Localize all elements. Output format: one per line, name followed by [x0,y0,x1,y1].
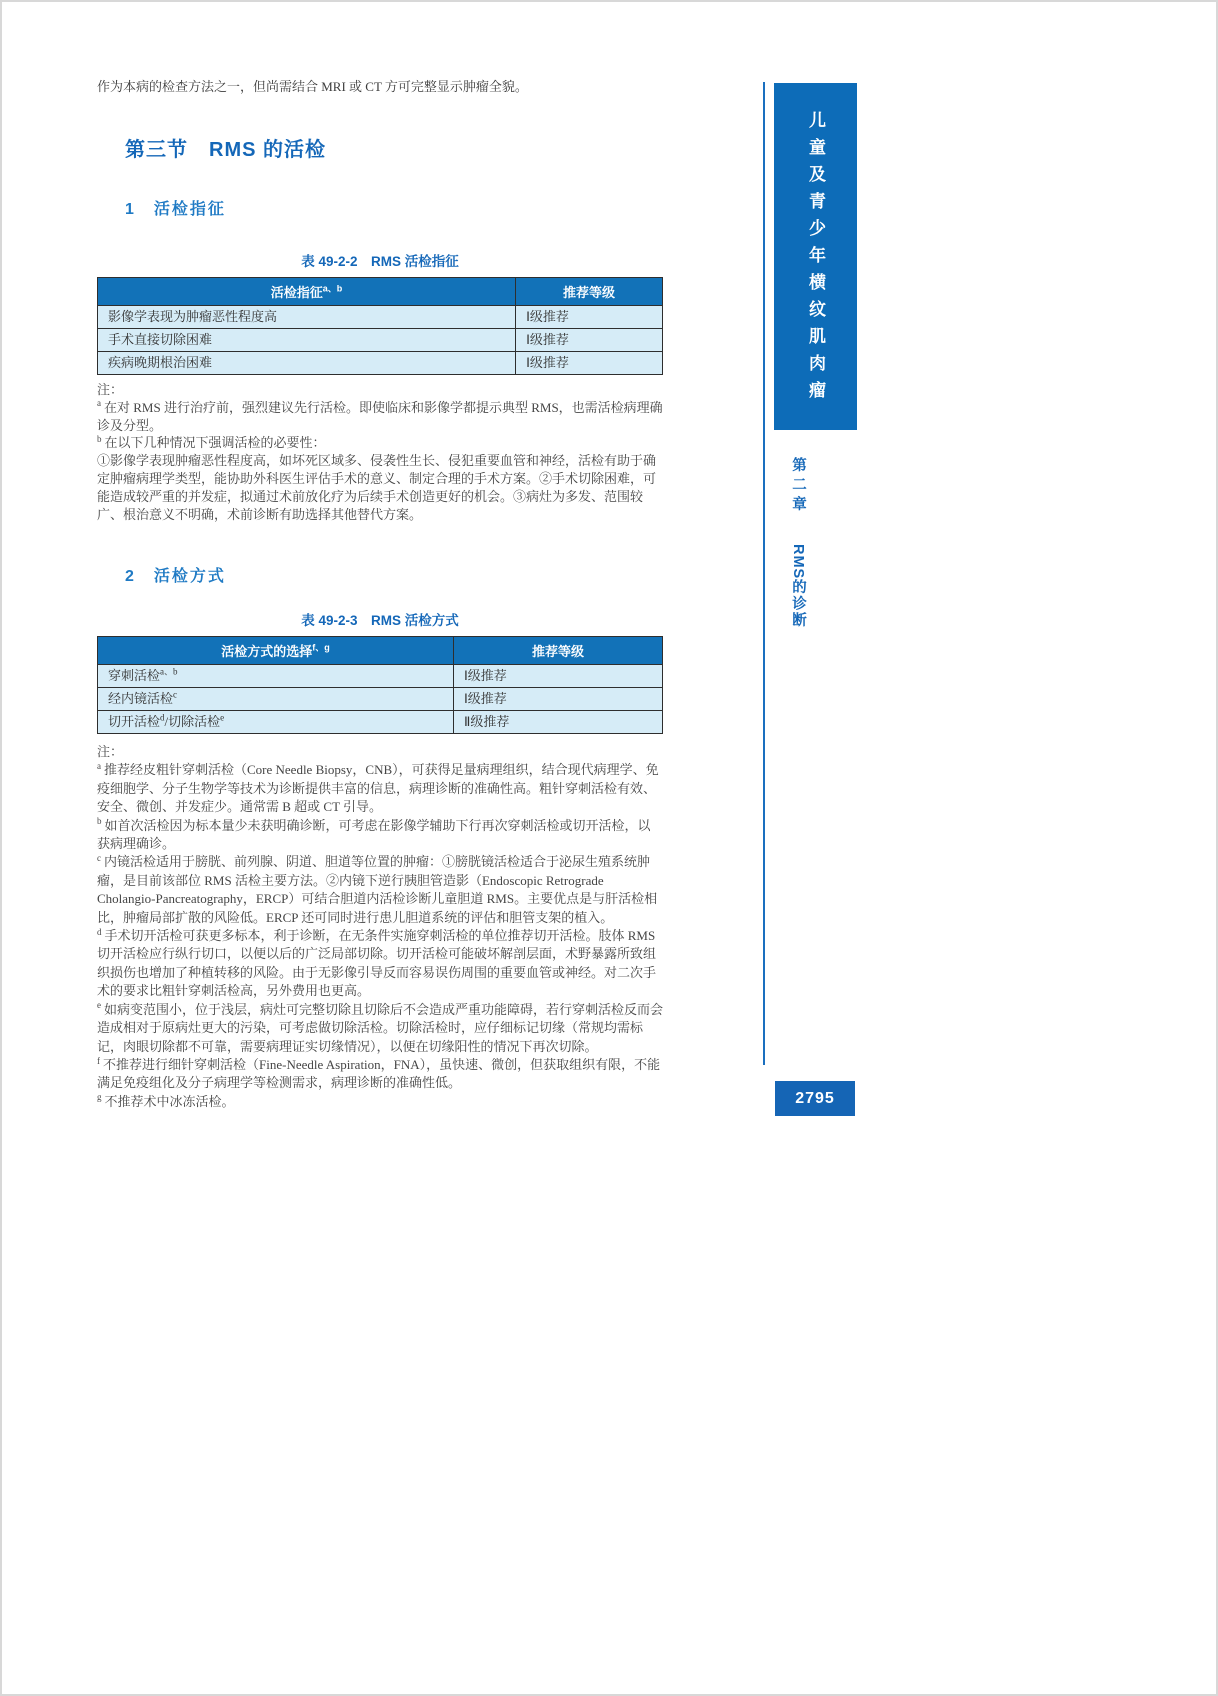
note-marker: g [97,1092,102,1103]
biopsy-indication-table [97,277,663,375]
chapter-label [788,457,809,787]
header-cell-recommendation: 推荐等级 [516,278,663,306]
notes-label: 注： [97,744,124,759]
table-1-notes [97,381,663,523]
cell-indication: 疾病晚期根治困难 [98,352,516,375]
cell-method: 经内镜活检$^c$ [98,688,454,711]
note-text: 手术切开活检可获更多标本，利于诊断，在无条件实施穿刺活检的单位推荐切开活检。肢体 RMS 切开活检应行纵行切口，以便以后的广泛局部切除。切开活检可能破坏解剖层面，术野暴露所致组织损伤也增加了种植转移的风险。由于无影像引导反而容易误伤周围的重要血管或神经。对二次手术的要求比粗针穿刺活检高，另外费用也更高。 [97,928,657,999]
note-marker: d [97,926,102,937]
note-marker: e [97,1000,101,1011]
table-row [98,688,663,711]
table-body [98,306,663,375]
note-text: 不推荐进行细针穿刺活检（Fine-Needle Aspiration，FNA），虽快速、微创，但获取组织有限，不能满足免疫组化及分子病理学等检测需求，病理诊断的准确性低。 [97,1056,661,1091]
note-marker: b [97,816,102,827]
page-number-badge: 2795 [775,1081,855,1116]
cell-method: 切开活检$^d$/切除活检$^e$ [98,711,454,734]
header-cell-method: 活检方式的选择$^{f、g}$ [98,637,454,665]
note-item [97,434,663,452]
cell-recommendation: Ⅰ级推荐 [453,688,662,711]
chapter-title-code: RMS [790,543,806,579]
section-title: 第三节 RMS 的活检 [125,139,326,161]
cell-indication: 手术直接切除困难 [98,329,516,352]
note-text: 推荐经皮粗针穿刺活检（Core Needle Biopsy，CNB），可获得足量病理组织，结合现代病理学、免疫细胞学、分子生物学等技术为诊断提供丰富的信息，病理诊断的准确性高。粗针穿刺活检有效、安全、微创、并发症少。通常需 B 超或 CT 引导。 [97,762,659,815]
note-text: 如首次活检因为标本量少未获明确诊断，可考虑在影像学辅助下行再次穿刺活检或切开活检，以获病理确诊。 [97,817,651,852]
note-text: ①影像学表现肿瘤恶性程度高，如坏死区域多、侵袭性生长、侵犯重要血管和神经，活检有助于确定肿瘤病理学类型，能协助外科医生评估手术的意义、制定合理的手术方案。②手术切除困难，可能造成较严重的并发症，拟通过术前放化疗为后续手术创造更好的机会。③病灶为多发、范围较广、根治意义不明确，术前诊断有助选择其他替代方案。 [97,453,657,522]
table-2-caption: 表 49-2-3 RMS 活检方式 [301,613,459,628]
chapter-title [790,544,806,629]
note-marker: b [97,434,102,445]
margin-divider-line [763,82,765,1065]
note-marker: a [97,398,101,409]
table-1-caption: 表 49-2-2 RMS 活检指征 [301,254,459,269]
note-item [97,927,663,1001]
table-row [98,352,663,375]
note-text: 在以下几种情况下强调活检的必要性： [104,435,326,451]
table-2-notes [97,743,663,1111]
note-text: 在对 RMS 进行治疗前，强烈建议先行活检。即使临床和影像学都提示典型 RMS，也需活检病理确诊及分型。 [97,399,663,433]
cell-recommendation: Ⅰ级推荐 [453,665,662,688]
table-head [98,278,663,306]
table-header-row [98,637,663,665]
chapter-title-suffix: 的诊断 [790,578,806,629]
book-title-tab [774,83,857,430]
note-marker: c [97,853,101,864]
cell-indication: 影像学表现为肿瘤恶性程度高 [98,306,516,329]
note-item [97,761,663,816]
cell-recommendation: Ⅰ级推荐 [516,352,663,375]
note-item [97,853,663,927]
subsection-2-heading: 2 活检方式 [125,568,226,585]
table-head [98,637,663,665]
note-item [97,399,663,435]
note-item [97,817,663,854]
cell-recommendation: Ⅰ级推荐 [516,329,663,352]
cell-recommendation: Ⅰ级推荐 [516,306,663,329]
note-item [97,1001,663,1056]
note-text: 不推荐术中冰冻活检。 [104,1093,235,1109]
note-text: 如病变范围小，位于浅层，病灶可完整切除且切除后不会造成严重功能障碍，若行穿刺活检反而会造成相对于原病灶更大的污染，可考虑做切除活检。切除活检时，应仔细标记切缘（常规均需标记，肉眼切除都不可靠，需要病理证实切缘情况），以便在切缘阳性的情况下再次切除。 [97,1001,664,1054]
header-cell-indication: 活检指征$^{a、b}$ [98,278,516,306]
note-item [97,452,663,523]
note-text: 内镜活检适用于膀胱、前列腺、阴道、胆道等位置的肿瘤：①膀胱镜活检适合于泌尿生殖系统肿瘤，是目前该部位 RMS 活检主要方法。②内镜下逆行胰胆管造影（Endoscopic Retrograde Cholangio-Pancreatography，ERCP）可结合胆道内活检诊断儿童胆道 RMS。主要优点是与肝活检相比，肿瘤局部扩散的风险低。ERCP 还可同时进行患儿胆道系统的评估和胆管支架的植入。 [97,854,658,925]
note-marker: a [97,761,101,772]
note-item [97,1056,663,1093]
chapter-number: 第二章 [790,457,806,516]
table-row [98,306,663,329]
cell-recommendation: Ⅱ级推荐 [453,711,662,734]
table-row [98,665,663,688]
table-body [98,665,663,734]
notes-label: 注： [97,382,124,397]
cell-method: 穿刺活检$^{a、b}$ [98,665,454,688]
table-row [98,711,663,734]
table-row [98,329,663,352]
table-header-row [98,278,663,306]
biopsy-method-table [97,636,663,734]
intro-paragraph: 作为本病的检查方法之一，但尚需结合 MRI 或 CT 方可完整显示肿瘤全貌。 [97,79,528,94]
header-cell-recommendation: 推荐等级 [453,637,662,665]
note-item [97,1093,663,1111]
note-marker: f [97,1055,100,1066]
subsection-1-heading: 1 活检指征 [125,201,226,218]
book-title-vertical-text: 儿童及青少年横纹肌肉瘤 [806,111,825,408]
